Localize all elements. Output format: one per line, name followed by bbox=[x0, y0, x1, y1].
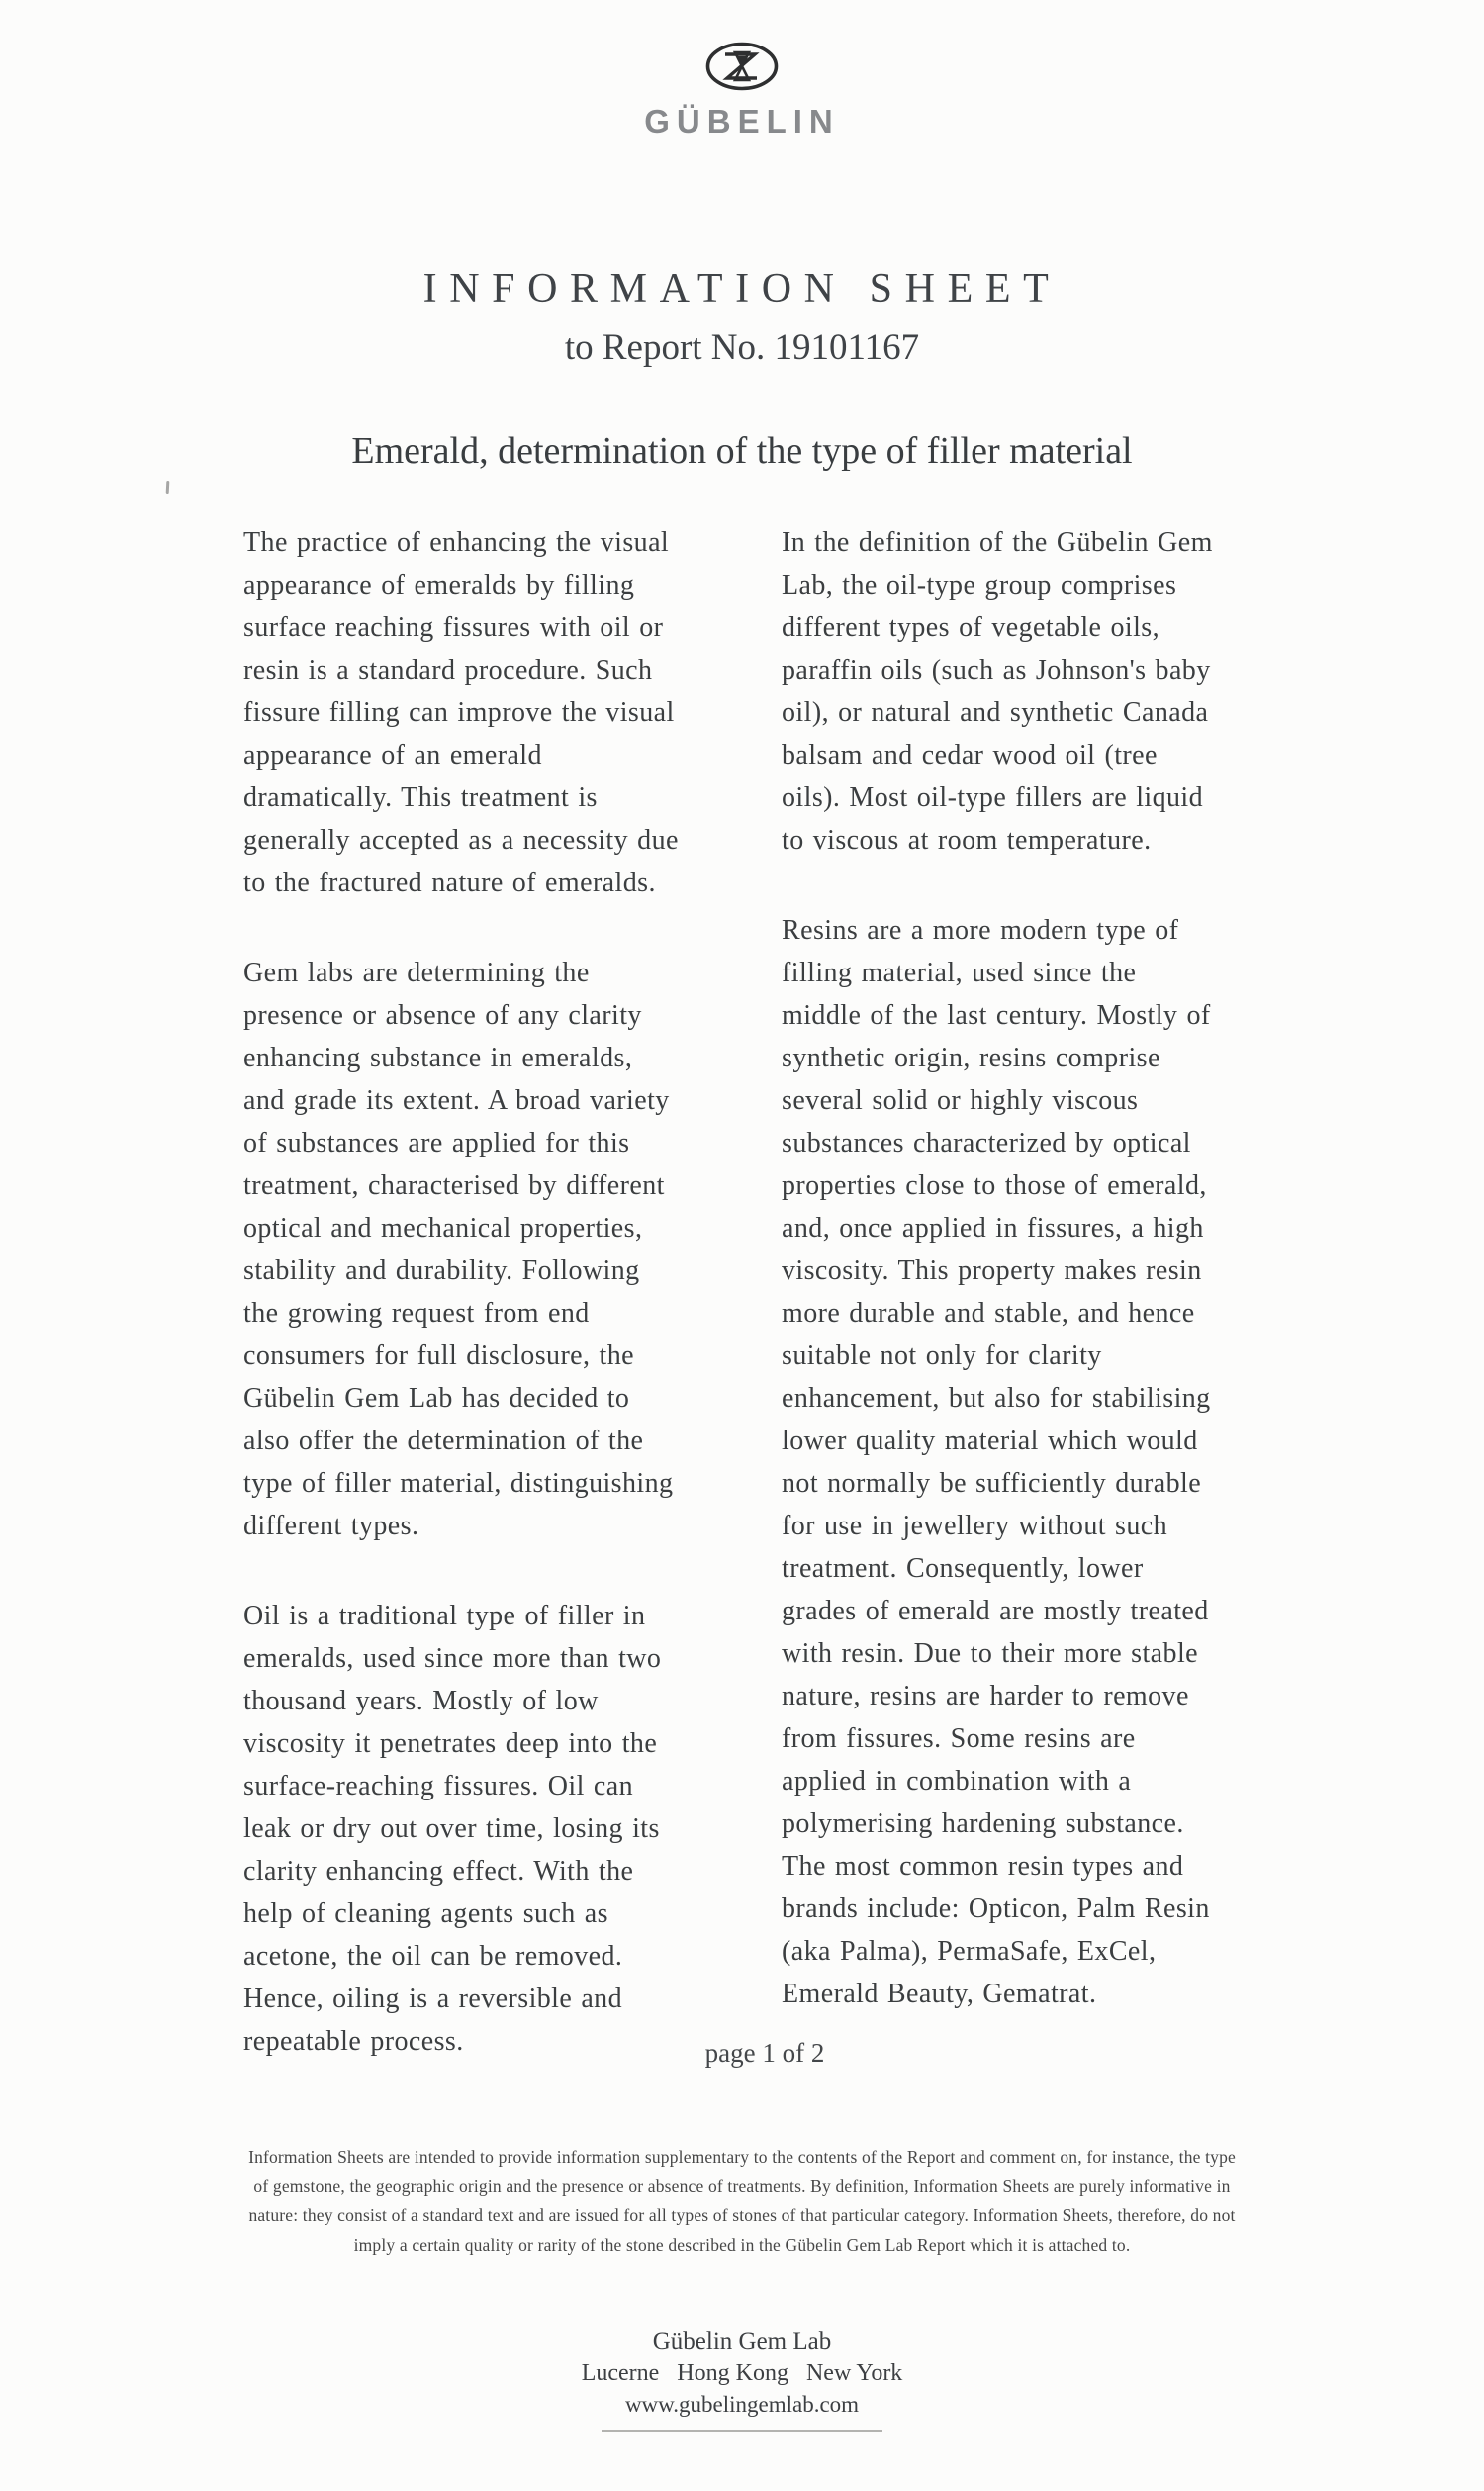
text-line: the growing request from end bbox=[243, 1298, 590, 1329]
text-line: acetone, the oil can be removed. bbox=[243, 1941, 623, 1972]
text-line: optical and mechanical properties, bbox=[243, 1213, 643, 1244]
text-line: with resin. Due to their more stable bbox=[782, 1638, 1198, 1669]
text-line: synthetic origin, resins comprise bbox=[782, 1043, 1160, 1073]
text-line: presence or absence of any clarity bbox=[243, 1000, 642, 1031]
footer-block bbox=[0, 2325, 1484, 2432]
text-line: properties close to those of emerald, bbox=[782, 1170, 1207, 1201]
text-line: clarity enhancing effect. With the bbox=[243, 1856, 634, 1887]
body-column-right bbox=[782, 521, 1296, 2063]
text-line: type of filler material, distinguishing bbox=[243, 1468, 674, 1499]
text-line: generally accepted as a necessity due bbox=[243, 825, 679, 856]
text-line: brands include: Opticon, Palm Resin bbox=[782, 1893, 1210, 1924]
gubelin-emblem-icon bbox=[704, 42, 780, 91]
text-line: enhancement, but also for stabilising bbox=[782, 1383, 1211, 1414]
text-line: dramatically. This treatment is bbox=[243, 783, 598, 813]
gubelin-wordmark: GÜBELIN bbox=[644, 103, 840, 139]
text-line: substances characterized by optical bbox=[782, 1128, 1191, 1158]
text-line: and grade its extent. A broad variety bbox=[243, 1085, 670, 1116]
text-line: Hence, oiling is a reversible and bbox=[243, 1984, 623, 2014]
text-line: different types of vegetable oils, bbox=[782, 612, 1160, 643]
text-line: from fissures. Some resins are bbox=[782, 1723, 1136, 1754]
text-line: The most common resin types and bbox=[782, 1851, 1184, 1882]
text-line: suitable not only for clarity bbox=[782, 1340, 1102, 1371]
text-line: Emerald Beauty, Gematrat. bbox=[782, 1979, 1097, 2009]
footer-divider bbox=[602, 2430, 882, 2432]
text-line: paraffin oils (such as Johnson's baby bbox=[782, 655, 1211, 686]
text-line: fissure filling can improve the visual bbox=[243, 697, 675, 728]
logo-block bbox=[0, 42, 1484, 140]
text-line: not normally be sufficiently durable bbox=[782, 1468, 1202, 1499]
text-line: and, once applied in fissures, a high bbox=[782, 1213, 1204, 1244]
text-line: for use in jewellery without such bbox=[782, 1511, 1168, 1541]
text-line: treatment. Consequently, lower bbox=[782, 1553, 1144, 1584]
text-line: several solid or highly viscous bbox=[782, 1085, 1139, 1116]
page-number-label: page 1 of 2 bbox=[704, 2038, 825, 2068]
paragraph bbox=[782, 909, 1296, 2015]
text-line: filling material, used since the bbox=[782, 958, 1137, 988]
text-line: consumers for full disclosure, the bbox=[243, 1340, 635, 1371]
text-line: surface-reaching fissures. Oil can bbox=[243, 1771, 634, 1801]
text-line: grades of emerald are mostly treated bbox=[782, 1596, 1209, 1626]
paragraph bbox=[243, 521, 753, 904]
disclaimer-block bbox=[74, 2143, 1410, 2260]
text-line: The practice of enhancing the visual bbox=[243, 527, 670, 558]
text-line: repeatable process. bbox=[243, 2026, 464, 2057]
report-number-subtitle: to Report No. 19101167 bbox=[564, 327, 920, 368]
text-line: lower quality material which would bbox=[782, 1426, 1198, 1456]
text-line: treatment, characterised by different bbox=[243, 1170, 665, 1201]
text-line: Information Sheets are intended to provide information supplementary to the contents of the Report and comment on, for instance, the type bbox=[248, 2147, 1236, 2167]
text-line: applied in combination with a bbox=[782, 1766, 1132, 1797]
scan-artifact-mark bbox=[166, 481, 170, 494]
text-line: stability and durability. Following bbox=[243, 1255, 640, 1286]
text-line: help of cleaning agents such as bbox=[243, 1898, 608, 1929]
text-line: oils). Most oil-type fillers are liquid bbox=[782, 783, 1204, 813]
text-line: In the definition of the Gübelin Gem bbox=[782, 527, 1213, 558]
text-line: leak or dry out over time, losing its bbox=[243, 1813, 660, 1844]
text-line: to the fractured nature of emeralds. bbox=[243, 868, 656, 898]
text-line: nature, resins are harder to remove bbox=[782, 1681, 1189, 1711]
text-line: more durable and stable, and hence bbox=[782, 1298, 1195, 1329]
text-line: appearance of emeralds by filling bbox=[243, 570, 635, 600]
text-line: viscosity. This property makes resin bbox=[782, 1255, 1202, 1286]
text-line: to viscous at room temperature. bbox=[782, 825, 1152, 856]
text-line: imply a certain quality or rarity of the stone described in the Gübelin Gem Lab Report which it is attached to. bbox=[353, 2234, 1131, 2255]
lab-locations: Lucerne Hong Kong New York bbox=[581, 2360, 903, 2386]
text-line: thousand years. Mostly of low bbox=[243, 1686, 599, 1716]
text-line: (aka Palma), PermaSafe, ExCel, bbox=[782, 1936, 1157, 1967]
text-line: enhancing substance in emeralds, bbox=[243, 1043, 633, 1073]
text-line: surface reaching fissures with oil or bbox=[243, 612, 664, 643]
text-line: Gübelin Gem Lab has decided to bbox=[243, 1383, 630, 1414]
text-line: Resins are a more modern type of bbox=[782, 915, 1179, 946]
text-line: polymerising hardening substance. bbox=[782, 1808, 1184, 1839]
document-title: INFORMATION SHEET bbox=[422, 266, 1062, 312]
text-line: resin is a standard procedure. Such bbox=[243, 655, 653, 686]
text-line: appearance of an emerald bbox=[243, 740, 542, 771]
text-line: emeralds, used since more than two bbox=[243, 1643, 662, 1674]
text-line: Lab, the oil-type group comprises bbox=[782, 570, 1177, 600]
lab-name: Gübelin Gem Lab bbox=[652, 2328, 832, 2354]
text-line: Gem labs are determining the bbox=[243, 958, 590, 988]
text-line: also offer the determination of the bbox=[243, 1426, 644, 1456]
sheet-heading: Emerald, determination of the type of filler material bbox=[351, 430, 1133, 472]
text-line: different types. bbox=[243, 1511, 419, 1541]
text-line: middle of the last century. Mostly of bbox=[782, 1000, 1211, 1031]
text-line: of substances are applied for this bbox=[243, 1128, 630, 1158]
text-line: viscosity it penetrates deep into the bbox=[243, 1728, 658, 1759]
lab-website: www.gubelingemlab.com bbox=[624, 2392, 860, 2417]
paragraph bbox=[243, 1595, 753, 2063]
body-column-left bbox=[243, 521, 753, 2110]
text-line: oil), or natural and synthetic Canada bbox=[782, 697, 1209, 728]
paragraph bbox=[243, 952, 753, 1547]
text-line: balsam and cedar wood oil (tree bbox=[782, 740, 1158, 771]
text-line: nature: they consist of a standard text and are issued for all types of stones of that particular category. Information Sheets, therefore, do not bbox=[248, 2205, 1236, 2225]
text-line: Oil is a traditional type of filler in bbox=[243, 1601, 646, 1631]
paragraph bbox=[782, 521, 1296, 862]
text-line: of gemstone, the geographic origin and the presence or absence of treatments. By definition, Information Sheets are purely informative in bbox=[253, 2175, 1231, 2196]
